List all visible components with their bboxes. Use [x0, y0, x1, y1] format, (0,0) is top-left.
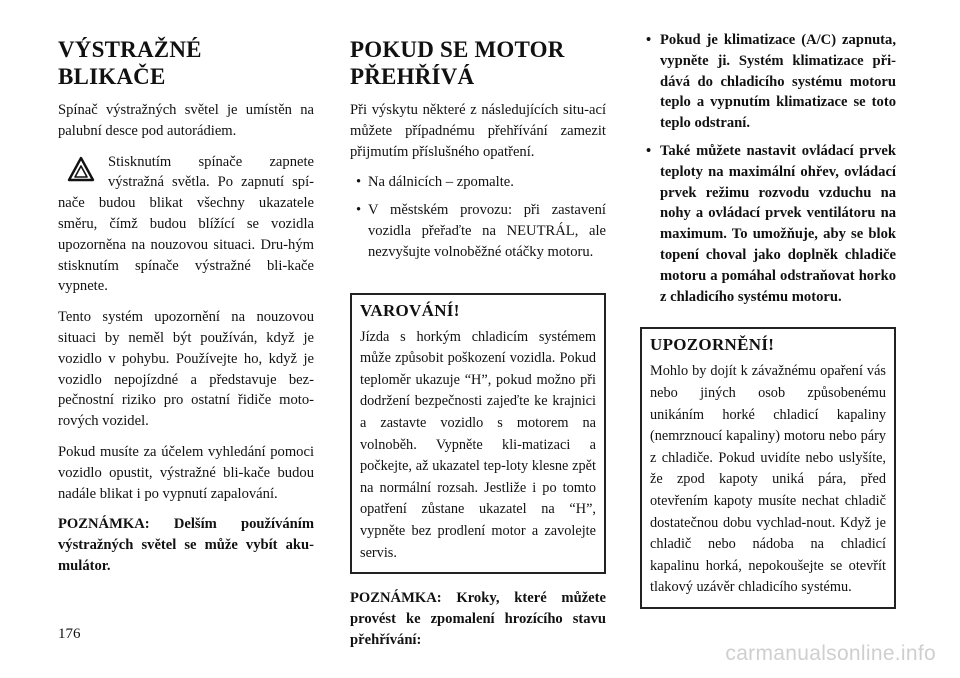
note-overheating-steps: POZNÁMKA: Kroky, které můžete provést ke zpomalení hrozícího stavu přehřívání:: [350, 590, 606, 648]
paragraph-leaving-vehicle: Pokud musíte za účelem vyhledání pomoci vozidlo opustit, výstražné bli-kače budou nadále blikat i po vypnutí zapalování.: [58, 443, 314, 502]
section-heading-engine-overheating: POKUD SE MOTOR PŘEHŘÍVÁ: [350, 37, 565, 89]
watermark: carmanualsonline.info: [725, 642, 936, 665]
overheating-measures-list: [350, 172, 606, 262]
list-item: • Na dálnicích – zpomalte.: [356, 174, 514, 191]
column-left: [58, 30, 314, 587]
warning-text: Jízda s horkým chladicím systémem může způsobit poškození vozidla. Pokud teploměr ukazuje “H”, pokud možno při dodržení bezpečnosti zajeďte ke krajnici a zastavte vozidlo s motorem na volnoběh. Vypněte kli-matizaci a počkejte, až ukazatel tep-loty klesne zpět na normální rozsah. Jestliže i po tomto opatření zůstane ukazatel na “H”, vypněte bez prodlení motor a zavolejte servis.: [360, 328, 596, 561]
note-battery-drain: POZNÁMKA: Delším používáním výstražných světel se může vybít aku-mulátor.: [58, 516, 314, 574]
caution-title: UPOZORNĚNÍ!: [650, 335, 775, 355]
warning-title: VAROVÁNÍ!: [360, 300, 460, 320]
warning-box: [350, 293, 606, 575]
list-item: • Také můžete nastavit ovládací prvek teploty na maximální ohřev, ovládací prvek režimu rozvodu vzduchu na nohy a ovládací prvek ventilátoru na maximum. To umožňuje, aby se blok topení choval jako doplněk chladiče motoru a pomáhal odstraňovat horko z chladicího systému motoru.: [646, 142, 896, 305]
paragraph-switch-location: Spínač výstražných světel je umístěn na palubní desce pod autorádiem.: [58, 102, 314, 139]
paragraph-switch-usage-text: Stisknutím spínače zapnete výstražná světla. Po zapnutí spí-nače budou blikat všechny ukazatele směru, čímž budou blížící se vozidla upozorněna na nouzovou situaci. Dru-hým stisknutím spínače výstražné bli-kače vypnete.: [58, 153, 314, 295]
section-heading-hazard-flashers: VÝSTRAŽNÉ BLIKAČE: [58, 37, 202, 89]
paragraph-not-while-moving: Tento systém upozornění na nouzovou situaci by neměl být používán, když je vozidlo v pohybu. Používejte ho, když je vozidlo nepojízdné a představuje bez-pečnostní riziko pro ostatní řidiče moto-rových vozidel.: [58, 309, 314, 430]
list-item: • Pokud je klimatizace (A/C) zapnuta, vypněte ji. Systém klimatizace při-dává do chladicího systému motoru teplo a vypnutím klimatizace se toto teplo odstraní.: [646, 32, 896, 132]
column-right: [640, 30, 896, 623]
page-number: 176: [58, 626, 81, 642]
caution-box: [640, 327, 896, 609]
column-middle: [350, 30, 606, 661]
paragraph-overheating-intro: Při výskytu některé z následujících situ-ací můžete případnému přehřívání zamezit přijmutím příslušného opatření.: [350, 102, 606, 160]
paragraph-switch-usage: [58, 152, 314, 298]
list-item: • V městském provozu: při zastavení vozidla přeřaďte na NEUTRÁL, ale nezvyšujte volnoběžné otáčky motoru.: [356, 202, 606, 260]
hazard-warning-triangle-icon: [58, 156, 104, 182]
caution-text: Mohlo by dojít k závažnému opaření vás nebo jiných osob způsobenému unikáním horké chladicí kapaliny (nemrznoucí kapaliny) motoru nebo páry z chladiče. Pokud uvidíte nebo uslyšíte, že zpod kapoty uniká pára, před otevřením kapoty musíte nechat chladič dostatečnou dobu vychlad-nout. Když je chladič nebo nádoba na chladicí kapalinu horká, nepokoušejte se otevřít tlakový uzávěr chladicího systému.: [650, 363, 886, 596]
overheating-steps-list: [640, 30, 896, 307]
